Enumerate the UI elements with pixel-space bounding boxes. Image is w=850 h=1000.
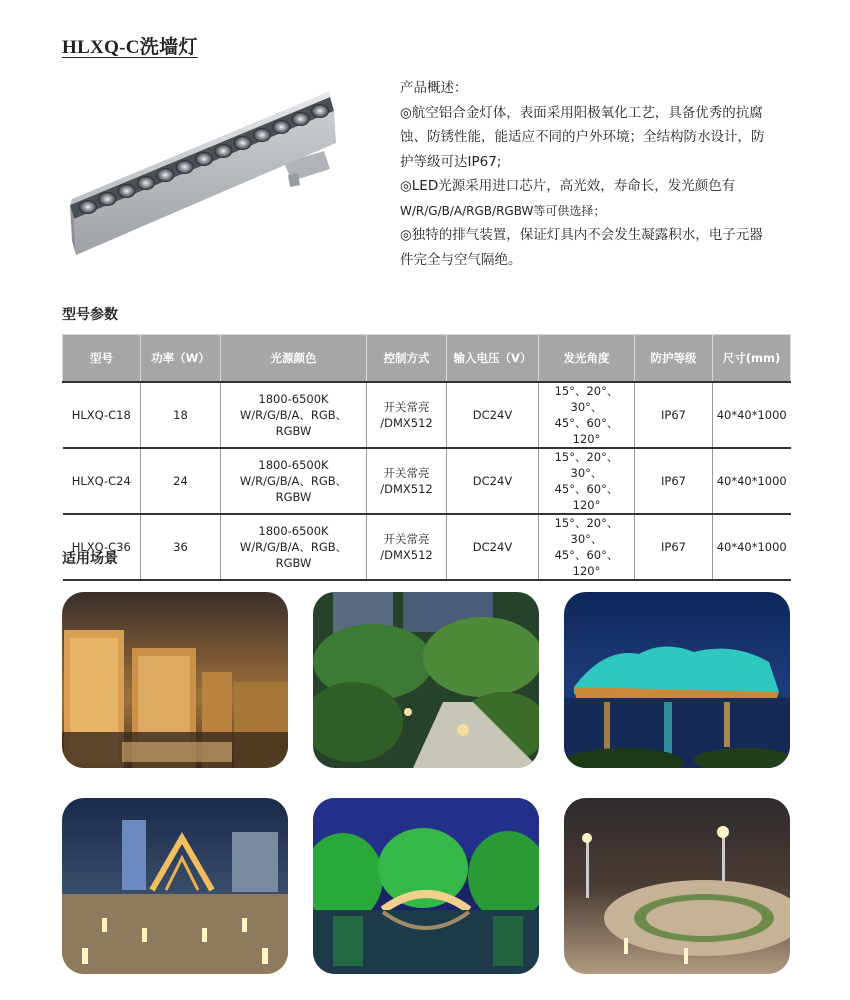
control-cell xyxy=(367,514,447,580)
power-cell: 36 xyxy=(141,514,221,580)
angle-cell xyxy=(539,382,635,448)
size-cell: 40*40*1000 xyxy=(713,514,791,580)
column-header: 型号 xyxy=(63,335,141,383)
angle-line: 15°、20°、30°、 xyxy=(554,384,619,414)
description-line: ◎LED光源采用进口芯片，高光效，寿命长，发光颜色有 xyxy=(400,178,736,194)
spec-section-title: 型号参数 xyxy=(62,307,118,323)
voltage-cell: DC24V xyxy=(447,448,539,514)
led-lens xyxy=(196,153,213,166)
angle-line: 45°、60°、120° xyxy=(554,416,619,446)
voltage-cell: DC24V xyxy=(447,382,539,448)
column-header: 功率（W） xyxy=(141,335,221,383)
description-line: ◎独特的排气装置，保证灯具内不会发生凝露积水，电子元器 xyxy=(400,227,763,243)
led-lens xyxy=(312,105,329,118)
description-line: 护等级可达IP67; xyxy=(400,153,502,170)
light-color-line: 1800-6500K xyxy=(258,524,329,538)
product-description xyxy=(400,76,790,272)
description-line: ◎航空铝合金灯体，表面采用阳极氧化工艺，具备优秀的抗腐 xyxy=(400,104,763,121)
column-header: 光源颜色 xyxy=(221,335,367,383)
angle-line: 15°、20°、30°、 xyxy=(554,450,619,480)
power-cell: 18 xyxy=(141,382,221,448)
ip-cell: IP67 xyxy=(635,382,713,448)
led-lens xyxy=(99,193,116,206)
application-photo-grid xyxy=(62,592,790,974)
description-heading: 产品概述： xyxy=(400,80,468,96)
control-cell xyxy=(367,448,447,514)
angle-line: 15°、20°、30°、 xyxy=(554,516,619,546)
model-cell: HLXQ-C18 xyxy=(63,382,141,448)
scene-photo-lakeside-landmark xyxy=(564,592,790,768)
led-lens xyxy=(138,177,155,190)
light-color-line: W/R/G/B/A、RGB、RGBW xyxy=(239,540,348,570)
scene-photo-garden-courtyard xyxy=(313,592,539,768)
led-lens xyxy=(118,185,135,198)
led-lens xyxy=(254,129,271,142)
spec-table xyxy=(62,334,791,581)
angle-line: 45°、60°、120° xyxy=(554,482,619,512)
control-cell xyxy=(367,382,447,448)
power-cell: 24 xyxy=(141,448,221,514)
led-lens xyxy=(157,169,174,182)
application-section-title: 适用场景 xyxy=(62,551,118,567)
scene-photo-city-plaza xyxy=(62,798,288,974)
column-header: 控制方式 xyxy=(367,335,447,383)
led-lens xyxy=(234,137,251,150)
ip-cell: IP67 xyxy=(635,514,713,580)
control-line: 开关常亮 xyxy=(383,400,430,414)
light-color-line: 1800-6500K xyxy=(258,458,329,472)
column-header: 防护等级 xyxy=(635,335,713,383)
light-color-line: W/R/G/B/A、RGB、RGBW xyxy=(239,408,348,438)
voltage-cell: DC24V xyxy=(447,514,539,580)
column-header: 输入电压（V） xyxy=(447,335,539,383)
model-cell: HLXQ-C24 xyxy=(63,448,141,514)
wall-washer-product-image xyxy=(62,85,352,275)
size-cell: 40*40*1000 xyxy=(713,382,791,448)
size-cell: 40*40*1000 xyxy=(713,448,791,514)
description-line: 件完全与空气隔绝。 xyxy=(400,251,522,268)
light-color-cell xyxy=(221,448,367,514)
column-header: 发光角度 xyxy=(539,335,635,383)
scene-photo-park-bridge xyxy=(313,798,539,974)
table-header-row xyxy=(63,335,791,383)
light-color-cell xyxy=(221,382,367,448)
led-lens xyxy=(273,121,290,134)
description-line: 蚀、防锈性能，能适应不同的户外环境；全结构防水设计，防 xyxy=(400,129,765,145)
scene-photo-circular-plaza xyxy=(564,798,790,974)
model-cell: HLXQ-C36 xyxy=(63,514,141,580)
led-lens xyxy=(292,113,309,126)
control-line: /DMX512 xyxy=(380,482,433,496)
angle-line: 45°、60°、120° xyxy=(554,548,619,578)
light-color-line: W/R/G/B/A、RGB、RGBW xyxy=(239,474,348,504)
control-line: /DMX512 xyxy=(380,548,433,562)
light-color-cell xyxy=(221,514,367,580)
led-lens xyxy=(215,145,232,158)
control-line: /DMX512 xyxy=(380,416,433,430)
page-title: HLXQ-C洗墙灯 xyxy=(62,37,198,58)
light-color-line: 1800-6500K xyxy=(258,392,329,406)
table-row xyxy=(63,448,791,514)
control-line: 开关常亮 xyxy=(383,466,430,480)
column-header: 尺寸(mm) xyxy=(713,335,791,383)
angle-cell xyxy=(539,448,635,514)
description-line: W/R/G/B/A/RGB/RGBW等可供选择； xyxy=(400,203,606,218)
led-lens xyxy=(176,161,193,174)
scene-photo-high-rise-buildings xyxy=(62,592,288,768)
angle-cell xyxy=(539,514,635,580)
ip-cell: IP67 xyxy=(635,448,713,514)
table-row xyxy=(63,514,791,580)
table-row xyxy=(63,382,791,448)
led-lens xyxy=(80,201,97,214)
control-line: 开关常亮 xyxy=(383,532,430,546)
